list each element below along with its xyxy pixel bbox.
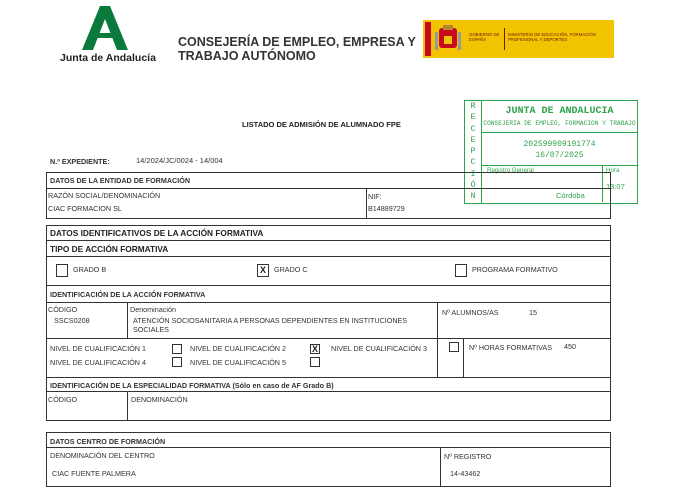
stamp-date: 16/07/2025 bbox=[535, 151, 584, 160]
esp-codigo-label: CÓDIGO bbox=[48, 395, 78, 404]
alumnos-label: Nº ALUMNOS/AS bbox=[442, 308, 499, 317]
grado-c-label: GRADO C bbox=[274, 265, 308, 274]
spain-coat-of-arms-icon bbox=[435, 24, 461, 54]
programa-formativo-checkbox[interactable] bbox=[455, 264, 467, 277]
nivel-3-label: NIVEL DE CUALIFICACIÓN 3 bbox=[331, 344, 427, 353]
stamp-letter: P bbox=[470, 146, 476, 157]
nivel-1-checkbox[interactable] bbox=[172, 344, 182, 354]
divider bbox=[437, 302, 438, 377]
horas-value: 450 bbox=[564, 342, 576, 351]
junta-logo bbox=[58, 6, 158, 66]
consejeria-line-2: TRABAJO AUTÓNOMO bbox=[178, 49, 316, 63]
ministerio-logo bbox=[423, 20, 614, 58]
gobierno-text: GOBIERNO DE ESPAÑA bbox=[469, 32, 500, 42]
stamp-letter: Ó bbox=[470, 180, 476, 191]
divider bbox=[46, 447, 611, 448]
divider bbox=[463, 338, 464, 377]
nif-value: B14889729 bbox=[368, 204, 405, 213]
centro-registro-label: Nº REGISTRO bbox=[444, 452, 492, 461]
stamp-subtitle: CONSEJERÍA DE EMPLEO, FORMACION Y TRABAJO bbox=[483, 120, 636, 127]
stamp-letter: R bbox=[470, 101, 476, 111]
grado-b-label: GRADO B bbox=[73, 265, 107, 274]
divider bbox=[46, 240, 611, 241]
nivel-5-label: NIVEL DE CUALIFICACIÓN 5 bbox=[190, 358, 286, 367]
divider bbox=[127, 302, 128, 338]
expediente-value: 14/2024/JC/0024 - 14/004 bbox=[136, 156, 223, 165]
stamp-letter: I bbox=[470, 168, 476, 179]
consejeria-line-1: CONSEJERÍA DE EMPLEO, EMPRESA Y bbox=[178, 35, 416, 49]
tipo-title: TIPO DE ACCIÓN FORMATIVA bbox=[50, 244, 169, 254]
centro-registro-value: 14-43462 bbox=[450, 469, 481, 478]
stamp-letter: C bbox=[470, 123, 476, 134]
divider bbox=[46, 256, 611, 257]
centro-section-title: DATOS CENTRO DE FORMACIÓN bbox=[50, 437, 166, 446]
stamp-divider-1 bbox=[481, 132, 637, 133]
divider bbox=[46, 188, 611, 189]
nivel-5-checkbox[interactable] bbox=[310, 357, 320, 367]
codigo-label: CÓDIGO bbox=[48, 305, 78, 314]
centro-denominacion-label: DENOMINACIÓN DEL CENTRO bbox=[50, 451, 155, 460]
esp-denominacion-label: DENOMINACIÓN bbox=[131, 395, 188, 404]
nif-label: NIF: bbox=[368, 192, 382, 201]
entidad-section-title: DATOS DE LA ENTIDAD DE FORMACIÓN bbox=[50, 176, 191, 185]
stamp-city: Córdoba bbox=[556, 191, 585, 200]
horas-label: Nº HORAS FORMATIVAS bbox=[469, 343, 553, 352]
stamp-letter: N bbox=[470, 191, 476, 202]
divider bbox=[46, 338, 611, 339]
divider bbox=[46, 302, 611, 303]
stamp-letter: E bbox=[470, 112, 476, 123]
grado-c-checkbox[interactable]: X bbox=[257, 264, 269, 277]
stamp-registro-number: 202599909191774 bbox=[523, 140, 596, 149]
especialidad-title: IDENTIFICACIÓN DE LA ESPECIALIDAD FORMATIVA (Sólo en caso de AF Grado B) bbox=[50, 381, 334, 390]
stamp-hora-value: 13:07 bbox=[606, 182, 625, 191]
junta-brand-text: Junta de Andalucía bbox=[60, 52, 156, 64]
razon-social-value: CIAC FORMACION SL bbox=[48, 204, 122, 213]
denominacion-value-line-1: ATENCIÓN SOCIOSANITARIA A PERSONAS DEPENDIENTES EN INSTITUCIONES bbox=[133, 316, 408, 325]
stamp-registro-label: Registro General bbox=[487, 167, 534, 174]
nivel-4-label: NIVEL DE CUALIFICACIÓN 4 bbox=[50, 358, 146, 367]
stamp-divider-2 bbox=[481, 165, 637, 166]
stamp-title: JUNTA DE ANDALUCIA bbox=[505, 106, 614, 117]
ministerio-divider bbox=[504, 28, 505, 50]
razon-social-label: RAZÓN SOCIAL/DENOMINACIÓN bbox=[48, 191, 161, 200]
nivel-1-label: NIVEL DE CUALIFICACIÓN 1 bbox=[50, 344, 146, 353]
alumnos-value: 15 bbox=[529, 308, 537, 317]
stamp-letter: C bbox=[470, 157, 476, 168]
nivel-3-checkbox[interactable] bbox=[449, 342, 459, 352]
nivel-4-checkbox[interactable] bbox=[172, 357, 182, 367]
nivel-2-label: NIVEL DE CUALIFICACIÓN 2 bbox=[190, 344, 286, 353]
stamp-hora-label: Hora bbox=[606, 167, 620, 174]
divider bbox=[46, 377, 611, 378]
codigo-value: SSCS0208 bbox=[54, 316, 90, 325]
grado-b-checkbox[interactable] bbox=[56, 264, 68, 277]
nivel-2-checkbox[interactable]: X bbox=[311, 344, 318, 354]
divider bbox=[440, 447, 441, 487]
divider bbox=[127, 391, 128, 421]
consejeria-title bbox=[178, 35, 418, 63]
junta-logo-icon bbox=[80, 6, 130, 50]
document-title: LISTADO DE ADMISIÓN DE ALUMNADO FPE bbox=[242, 120, 401, 129]
accion-section-title: DATOS IDENTIFICATIVOS DE LA ACCIÓN FORMATIVA bbox=[50, 228, 264, 238]
denominacion-label: Denominación bbox=[130, 305, 176, 314]
divider bbox=[46, 285, 611, 286]
programa-formativo-label: PROGRAMA FORMATIVO bbox=[472, 265, 558, 274]
denominacion-value-line-2: SOCIALES bbox=[133, 325, 169, 334]
ministerio-text: MINISTERIO DE EDUCACIÓN, FORMACIÓN PROFESIONAL Y DEPORTES bbox=[508, 32, 596, 42]
divider bbox=[46, 391, 611, 392]
divider bbox=[366, 188, 367, 219]
stamp-letter: E bbox=[470, 134, 476, 145]
spain-flag-icon bbox=[425, 22, 431, 56]
ident-title: IDENTIFICACIÓN DE LA ACCIÓN FORMATIVA bbox=[50, 290, 206, 299]
centro-denominacion-value: CIAC FUENTE PALMERA bbox=[52, 469, 136, 478]
expediente-label: N.º EXPEDIENTE: bbox=[50, 157, 110, 166]
